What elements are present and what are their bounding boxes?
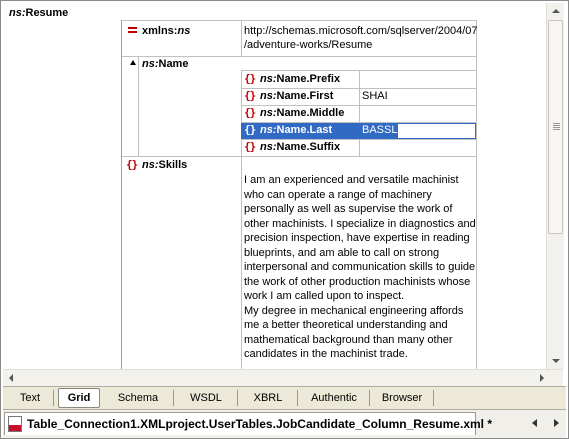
document-bar bbox=[3, 409, 566, 438]
tab-wsdl[interactable]: WSDL bbox=[175, 390, 238, 406]
grid-line bbox=[476, 20, 477, 369]
scroll-down-button[interactable] bbox=[547, 352, 564, 369]
document-tab[interactable] bbox=[4, 412, 492, 435]
tab-xbrl[interactable]: XBRL bbox=[239, 390, 298, 406]
name-first-label[interactable] bbox=[260, 90, 333, 102]
skills-text-line: interpersonal and communication skills to guide bbox=[244, 261, 476, 273]
arrow-left-icon[interactable] bbox=[9, 374, 13, 382]
grip-line bbox=[553, 129, 560, 130]
element-icon: {} bbox=[244, 123, 256, 136]
root-element-resume[interactable] bbox=[9, 7, 68, 19]
arrow-up-icon bbox=[552, 9, 560, 13]
skills-text-line: other machinists. I specialize in diagnostics and bbox=[244, 217, 476, 230]
skills-text-line: I am an experienced and versatile machinist bbox=[244, 174, 459, 186]
xml-file-icon bbox=[8, 416, 22, 432]
row-label: Name.Last bbox=[276, 124, 333, 136]
row-label: Name.First bbox=[276, 90, 334, 102]
vertical-scrollbar[interactable] bbox=[546, 3, 564, 369]
skills-text-line: the work of other production machinists whose bbox=[244, 275, 471, 288]
horizontal-scrollbar[interactable] bbox=[3, 369, 563, 386]
root-prefix: ns: bbox=[9, 7, 26, 19]
element-icon: {} bbox=[244, 89, 256, 102]
grid-line bbox=[122, 56, 476, 57]
xmlns-value-line2[interactable]: /adventure-works/Resume bbox=[244, 39, 373, 51]
element-icon: {} bbox=[244, 72, 256, 85]
element-icon: {} bbox=[244, 140, 256, 153]
grid-line bbox=[241, 88, 476, 89]
tab-browser[interactable]: Browser bbox=[371, 390, 434, 406]
row-label: Name.Middle bbox=[276, 107, 345, 119]
skills-text-line: mathematical background than many other bbox=[244, 333, 453, 346]
collapse-arrow-icon[interactable] bbox=[130, 60, 136, 65]
attribute-icon bbox=[128, 26, 137, 34]
name-group-prefix: ns: bbox=[142, 58, 159, 70]
grid-line bbox=[359, 70, 360, 156]
view-tabs bbox=[3, 386, 566, 409]
grid-line bbox=[241, 70, 242, 156]
skills-text-line: who can operate a range of machinery bbox=[244, 188, 432, 201]
grid-line bbox=[241, 156, 242, 369]
row-prefix: ns: bbox=[260, 107, 277, 119]
document-name: Table_Connection1.XMLproject.UserTables.JobCandidate_Column_Resume.xml * bbox=[27, 417, 492, 431]
row-label: Name.Suffix bbox=[276, 141, 341, 153]
root-divider bbox=[121, 20, 122, 369]
grid-line bbox=[241, 20, 242, 56]
xmlns-value-line1[interactable]: http://schemas.microsoft.com/sqlserver/2004/07 bbox=[244, 25, 478, 37]
name-middle-label[interactable] bbox=[260, 107, 344, 119]
grip-line bbox=[553, 123, 560, 124]
grid-line bbox=[122, 20, 476, 21]
grip-line bbox=[553, 125, 560, 126]
skills-prefix: ns: bbox=[142, 159, 159, 171]
name-prefix-label[interactable] bbox=[260, 73, 340, 85]
name-last-value[interactable]: BASSLI bbox=[362, 124, 401, 136]
skills-text-line: personally as well as supervise the work of bbox=[244, 203, 453, 215]
skills-value[interactable] bbox=[244, 173, 476, 362]
grid-line bbox=[241, 122, 476, 123]
scroll-thumb[interactable] bbox=[548, 20, 563, 234]
skills-text-line: candidates in the machinist trade. bbox=[244, 348, 408, 360]
element-icon: {} bbox=[126, 158, 138, 171]
skills-text-line: work I am called upon to inspect. bbox=[244, 290, 405, 302]
tab-grid[interactable]: Grid bbox=[58, 388, 100, 408]
root-name: Resume bbox=[25, 7, 69, 19]
xmlns-ns: ns bbox=[177, 25, 191, 37]
skills-text-line: My degree in mechanical engineering affords bbox=[244, 304, 464, 317]
name-group-text: Name bbox=[158, 58, 189, 70]
row-prefix: ns: bbox=[260, 73, 277, 85]
grid-line bbox=[138, 56, 139, 156]
scroll-up-button[interactable] bbox=[547, 3, 564, 20]
grid-line bbox=[122, 156, 476, 157]
row-prefix: ns: bbox=[260, 141, 277, 153]
skills-text-line: blueprints, and am able to call on strong bbox=[244, 246, 440, 259]
name-group-label[interactable] bbox=[142, 58, 188, 70]
name-suffix-label[interactable] bbox=[260, 141, 340, 153]
element-icon: {} bbox=[244, 106, 256, 119]
tab-schema[interactable]: Schema bbox=[103, 390, 174, 406]
grid-line bbox=[241, 105, 476, 106]
name-last-label[interactable] bbox=[260, 124, 332, 136]
tab-text[interactable]: Text bbox=[7, 390, 54, 406]
arrow-down-icon bbox=[552, 359, 560, 363]
arrow-right-icon[interactable] bbox=[540, 374, 544, 382]
skills-label[interactable] bbox=[142, 159, 187, 171]
previous-document-icon[interactable] bbox=[532, 419, 537, 427]
name-first-value[interactable]: SHAI bbox=[362, 90, 388, 102]
skills-text: Skills bbox=[158, 159, 188, 171]
row-prefix: ns: bbox=[260, 90, 277, 102]
xmlns-attribute-label[interactable] bbox=[142, 25, 190, 37]
grip-line bbox=[553, 127, 560, 128]
tab-authentic[interactable]: Authentic bbox=[299, 390, 370, 406]
skills-text-line: me a better theoretical understanding and bbox=[244, 319, 448, 331]
skills-text-line: precision inspection, have expertise in reading bbox=[244, 232, 470, 244]
next-document-icon[interactable] bbox=[554, 419, 559, 427]
grid-line bbox=[241, 139, 476, 140]
row-label: Name.Prefix bbox=[276, 73, 341, 85]
row-prefix: ns: bbox=[260, 124, 277, 136]
xmlns-prefix: xmlns: bbox=[142, 25, 178, 37]
grid-view[interactable] bbox=[3, 3, 546, 369]
